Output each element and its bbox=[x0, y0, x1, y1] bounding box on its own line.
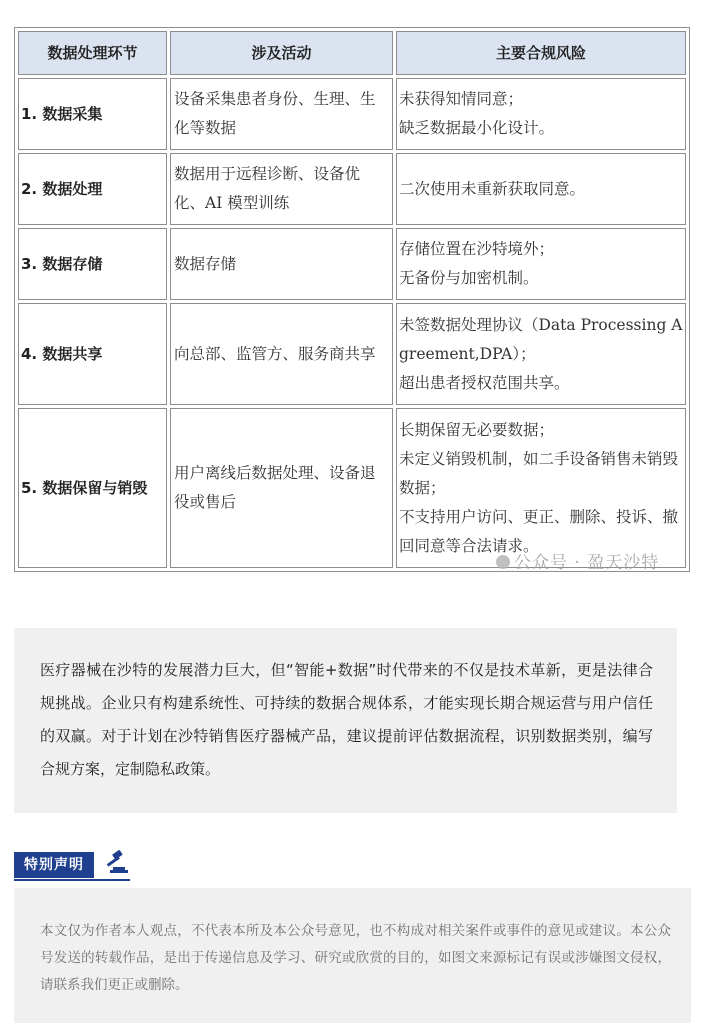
summary-text: 医疗器械在沙特的发展潜力巨大，但“智能+数据”时代带来的不仅是技术革新，更是法律合规挑战。企业只有构建系统性、可持续的数据合规体系，才能实现长期合规运营与用户信任的双赢。对于计划在沙特销售医疗器械产品，建议提前评估数据流程，识别数据类别，编写合规方案，定制隐私政策。 bbox=[40, 661, 653, 778]
wechat-icon bbox=[496, 555, 510, 569]
disclaimer-text: 本文仅为作者本人观点，不代表本所及本公众号意见，也不构成对相关案件或事件的意见或建议。本公众号发送的转载作品，是出于传递信息及学习、研究或欣赏的目的，如图文来源标记有误或涉嫌图文侵权，请联系我们更正或删除。 bbox=[40, 923, 671, 993]
risk-cell bbox=[396, 303, 686, 405]
risk-line: 未定义销毁机制，如二手设备销售未销毁数据； bbox=[399, 449, 679, 497]
risk-line: 无备份与加密机制。 bbox=[399, 269, 539, 287]
header-stage: 数据处理环节 bbox=[18, 31, 167, 75]
stage-cell: 5. 数据保留与销毁 bbox=[18, 408, 167, 568]
compliance-risk-table bbox=[14, 27, 690, 572]
risk-line: 缺乏数据最小化设计。 bbox=[399, 119, 555, 137]
risk-cell bbox=[396, 78, 686, 150]
activity-cell: 数据用于远程诊断、设备优化、AI 模型训练 bbox=[170, 153, 393, 225]
table-row bbox=[18, 78, 686, 150]
table-row bbox=[18, 228, 686, 300]
gavel-icon bbox=[100, 850, 132, 878]
risk-line: 未签数据处理协议（Data Processing Agreement,DPA）； bbox=[399, 315, 683, 363]
disclaimer-heading bbox=[14, 850, 132, 882]
risk-line: 存储位置在沙特境外； bbox=[399, 240, 555, 258]
stage-cell: 1. 数据采集 bbox=[18, 78, 167, 150]
activity-cell: 数据存储 bbox=[170, 228, 393, 300]
watermark-text: 公众号 · 盈天沙特 bbox=[514, 553, 660, 573]
table-header-row bbox=[18, 31, 686, 75]
table-row bbox=[18, 408, 686, 568]
stage-cell: 2. 数据处理 bbox=[18, 153, 167, 225]
disclaimer-underline bbox=[14, 879, 130, 881]
risk-cell bbox=[396, 408, 686, 568]
risk-line: 长期保留无必要数据； bbox=[399, 420, 555, 439]
stage-cell: 3. 数据存储 bbox=[18, 228, 167, 300]
risk-line: 超出患者授权范围共享。 bbox=[399, 373, 570, 392]
summary-box bbox=[14, 628, 677, 813]
risk-line: 未获得知情同意； bbox=[399, 90, 524, 108]
activity-cell: 用户离线后数据处理、设备退役或售后 bbox=[170, 408, 393, 568]
header-activity: 涉及活动 bbox=[170, 31, 393, 75]
table-row bbox=[18, 153, 686, 225]
risk-cell bbox=[396, 228, 686, 300]
risk-line: 不支持用户访问、更正、删除、投诉、撤回同意等合法请求。 bbox=[399, 507, 679, 555]
risk-cell bbox=[396, 153, 686, 225]
table-row bbox=[18, 303, 686, 405]
disclaimer-label: 特别声明 bbox=[14, 852, 94, 878]
risk-line: 二次使用未重新获取同意。 bbox=[399, 179, 586, 198]
activity-cell: 设备采集患者身份、生理、生化等数据 bbox=[170, 78, 393, 150]
watermark bbox=[496, 548, 659, 573]
disclaimer-box bbox=[14, 888, 691, 1023]
stage-cell: 4. 数据共享 bbox=[18, 303, 167, 405]
activity-cell: 向总部、监管方、服务商共享 bbox=[170, 303, 393, 405]
header-risk: 主要合规风险 bbox=[396, 31, 686, 75]
